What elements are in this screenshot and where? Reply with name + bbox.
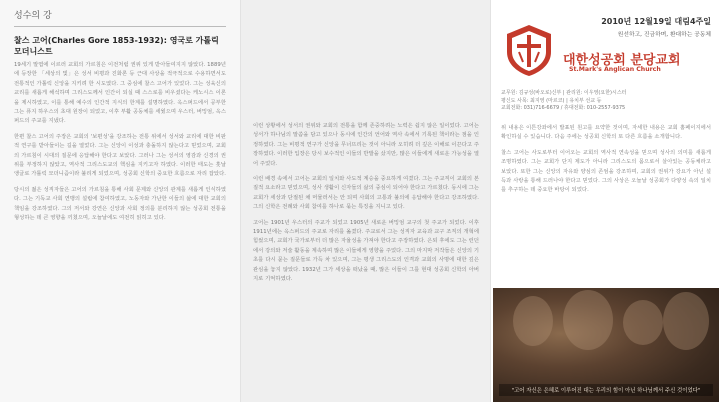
sculpture-photo (493, 288, 719, 402)
photo-caption: "고어 자신은 은혜로 이루어진 대는 우리의 힘이 아닌 하나님께서 주신 것이었다" (499, 384, 713, 396)
paragraph: 19세기 말엽에 이르러 교회의 가르침은 이전처럼 권위 있게 받아들여지지 않았다. 1889년에 등장한 「세상의 빛」은 성서 비평과 진화론 등 근대 사상을 적극적으로 수용하면서도 전통적인 가톨릭 신앙을 지키려 한 시도였다. 그 중심에 찰스 고어가 있었다. 그는 성육신의 교리를 새롭게 해석하며 그리스도께서 인간이 되실 때 스스로를 비우셨다는 케노시스 이론을 제시하였고, 이를 통해 예수의 인간적 지식의 한계를 설명하였다. 옥스퍼드에서 공부한 그는 퓨지 하우스의 초대 원장이 되었고, 이후 부활 공동체를 세웠으며 우스터, 버밍엄, 옥스퍼드의 주교를 지냈다. (14, 62, 227, 125)
paragraph: 한편 찰스 고어의 주장은 교회의 '보편성'을 강조하는 전통 위에서 성서와 교리에 대한 비판적 연구를 받아들이는 길을 열었다. 그는 신앙이 이성과 충돌하지 않는다고 믿었으며, 교회의 가르침이 시대의 질문에 응답해야 한다고 보았다. 그러나 그는 성서의 영감과 신경의 권위를 부정하지 않았고, 역사적 그리스도교의 핵심을 지키고자 하였다. 이러한 태도는 훗날 앵글로 가톨릭 모더니즘이라 불리게 되었으며, 성공회 신학의 중요한 흐름으로 자리 잡았다. (14, 133, 226, 178)
paragraph: 이런 배경 속에서 고어는 교회의 일치와 사도적 계승을 중요하게 여겼다. 그는 주교직이 교회의 본질적 요소라고 믿었으며, 성사 생활이 신자들의 삶의 중심이 되어야 한다고 가르쳤다. 동시에 그는 교회가 세상과 단절된 채 머물러서는 안 되며 사회의 고통과 불의에 응답해야 한다고 강조하였다. 그의 신학은 전례와 사회 참여를 하나로 묶는 특징을 지니고 있다. (253, 176, 479, 211)
paragraph: 이런 상황에서 성서의 권위와 교회의 전통을 함께 존중하려는 노력은 쉽지 않은 일이었다. 고어는 성서가 하나님의 말씀을 담고 있으나 동시에 인간의 언어와 역사 속에서 기록된 책이라는 점을 인정하였다. 그는 비평적 연구가 신앙을 무너뜨리는 것이 아니라 오히려 더 깊은 이해로 이끈다고 주장하였다. 이러한 입장은 당시 보수적인 이들의 반발을 샀지만, 많은 이들에게 새로운 가능성을 열어 주었다. (253, 123, 479, 167)
section-heading: 성수의 강 (14, 8, 226, 27)
paragraph: 찰스 고어는 사도로부터 이어오는 교회의 역사적 연속성을 믿으며 성사의 의미를 새롭게 조명하였다. 그는 교회가 단지 제도가 아니라 그리스도의 몸으로서 살아있는 공동체라고 보았다. 또한 그는 신앙의 자유와 양심의 존엄을 강조하며, 교회의 권위가 강요가 아닌 설득과 사랑을 통해 드러나야 한다고 믿었다. 그의 사상은 오늘날 성공회가 다양성 속의 일치를 추구하는 데 중요한 바탕이 되었다. (501, 149, 711, 194)
contact-line: 평신도 사목: 최지영 (마르코) | 유치부 선교 등 (501, 97, 602, 104)
contact-line: 교회전화: 031)716-6679 / 휴대전화: 010-2557-9375 (501, 105, 626, 111)
paragraph: 당시의 젊은 성직자들은 고어의 가르침을 통해 사회 문제와 신앙의 관계를 새롭게 인식하였다. 그는 기독교 사회 연맹의 설립에 참여하였고, 노동자와 가난한 이들의 삶에 대한 교회의 책임을 강조하였다. 그의 저서와 강연은 신앙과 사회 정의를 분리하지 않는 성공회 전통을 형성하는 데 큰 영향을 끼쳤으며, 오늘날에도 여전히 읽히고 있다. (14, 186, 226, 222)
right-column (490, 0, 720, 402)
church-name: 대한성공회 분당교회 (563, 53, 681, 68)
paragraph: 고어는 1901년 우스터의 주교가 되었고 1905년 새로운 버밍엄 교구의 첫 주교가 되었다. 이후 1911년에는 옥스퍼드의 주교로 자리를 옮겼다. 주교로서 그는 성직자 교육과 교구 조직의 개혁에 힘썼으며, 교회가 국가로부터 더 많은 자율성을 가져야 한다고 주장하였다. 은퇴 후에도 그는 런던에서 강의와 저술 활동을 계속하며 많은 이들에게 영향을 주었다. 그의 마지막 저작들은 신앙의 기초를 다시 묻는 질문들로 가득 차 있으며, 그는 평생 그리스도의 인격과 교회의 사명에 대한 깊은 관심을 놓지 않았다. 1932년 그가 세상을 떠났을 때, 많은 이들이 그를 현대 성공회 신학의 아버지로 기억하였다. (253, 219, 479, 283)
contact-info (501, 90, 711, 113)
service-date: 2010년 12월19일 대림4주일 (601, 17, 711, 26)
middle-column (240, 0, 491, 402)
left-column (0, 0, 240, 402)
contact-line: 교무원: 김규성(바오로)신부 | 관리원: 이우영(요한)시스터 (501, 90, 627, 96)
bulletin-header (491, 0, 720, 118)
church-seal-icon (501, 22, 557, 78)
church-english-name: St.Mark's Anglican Church (569, 66, 661, 73)
church-motto: 원선하고, 진금하며, 환대하는 공동체 (617, 32, 711, 38)
paragraph: 위 내용은 이튼강좌에서 발표된 원고를 요약한 것이며, 자세한 내용은 교회 홈페이지에서 확인하실 수 있습니다. 다음 주에는 성공회 신학의 또 다른 흐름을 소개합니다. (501, 125, 711, 141)
article-title: 찰스 고어(Charles Gore 1853-1932): 영국로 가톨릭 모더니스트 (14, 36, 219, 56)
